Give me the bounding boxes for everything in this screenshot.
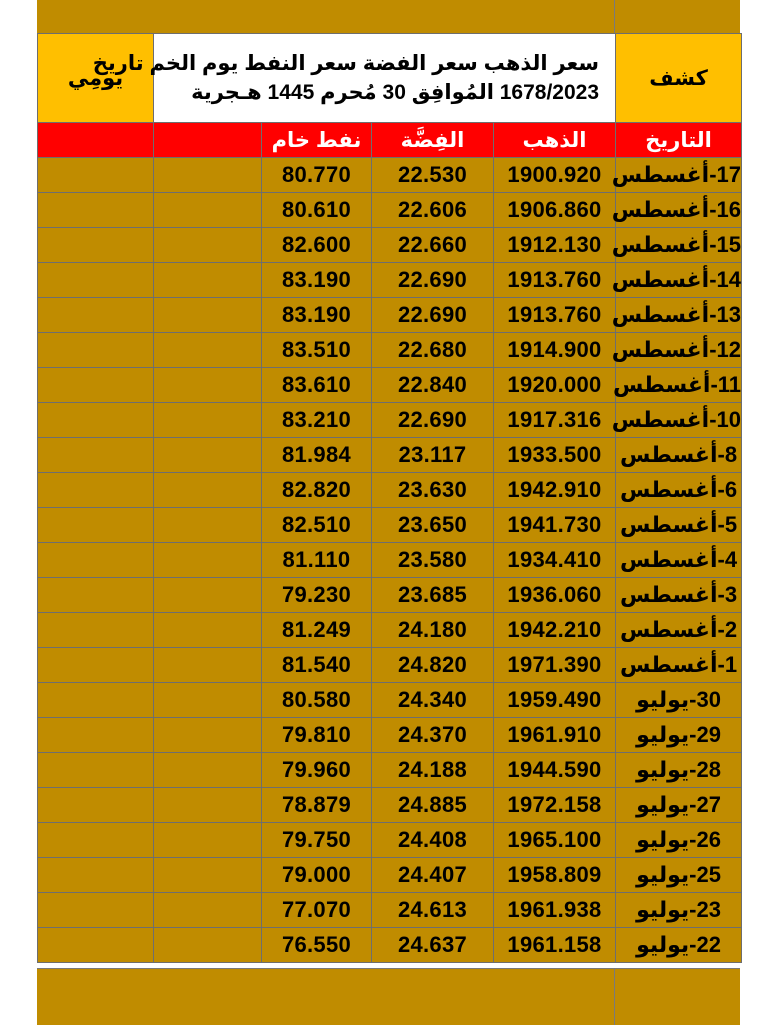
date-value: 27-يوليو xyxy=(616,788,742,823)
empty-cell xyxy=(154,753,262,788)
empty-cell xyxy=(38,683,154,718)
crude-oil-value: 79.000 xyxy=(262,858,372,893)
empty-cell xyxy=(154,858,262,893)
table-row xyxy=(38,438,742,473)
empty-cell xyxy=(38,648,154,683)
top-filler-band xyxy=(37,0,740,34)
empty-cell xyxy=(38,893,154,928)
column-header-empty xyxy=(154,123,262,158)
crude-oil-value: 81.540 xyxy=(262,648,372,683)
crude-oil-value: 76.550 xyxy=(262,928,372,963)
empty-cell xyxy=(154,613,262,648)
band-divider xyxy=(614,0,615,33)
empty-cell xyxy=(154,193,262,228)
date-value: 25-يوليو xyxy=(616,858,742,893)
crude-oil-value: 80.770 xyxy=(262,158,372,193)
silver-value: 23.650 xyxy=(372,508,494,543)
silver-value: 24.613 xyxy=(372,893,494,928)
crude-oil-value: 79.960 xyxy=(262,753,372,788)
date-value: 17-أغسطس xyxy=(616,158,742,193)
date-value: 6-أغسطس xyxy=(616,473,742,508)
silver-value: 24.885 xyxy=(372,788,494,823)
gold-value: 1914.900 xyxy=(494,333,616,368)
date-value: 30-يوليو xyxy=(616,683,742,718)
table-row xyxy=(38,578,742,613)
silver-value: 23.685 xyxy=(372,578,494,613)
date-value: 16-أغسطس xyxy=(616,193,742,228)
empty-cell xyxy=(154,368,262,403)
price-table xyxy=(37,33,742,963)
silver-value: 24.188 xyxy=(372,753,494,788)
silver-value: 24.407 xyxy=(372,858,494,893)
gold-value: 1934.410 xyxy=(494,543,616,578)
gold-value: 1972.158 xyxy=(494,788,616,823)
table-row xyxy=(38,298,742,333)
date-value: 1-أغسطس xyxy=(616,648,742,683)
gold-value: 1917.316 xyxy=(494,403,616,438)
gold-value: 1912.130 xyxy=(494,228,616,263)
table-row xyxy=(38,928,742,963)
table-row xyxy=(38,893,742,928)
silver-value: 24.637 xyxy=(372,928,494,963)
table-row xyxy=(38,823,742,858)
silver-value: 24.820 xyxy=(372,648,494,683)
gold-value: 1961.158 xyxy=(494,928,616,963)
silver-value: 22.660 xyxy=(372,228,494,263)
table-row xyxy=(38,543,742,578)
silver-value: 24.180 xyxy=(372,613,494,648)
empty-cell xyxy=(154,788,262,823)
gold-value: 1965.100 xyxy=(494,823,616,858)
empty-cell xyxy=(154,683,262,718)
empty-cell xyxy=(38,928,154,963)
date-value: 22-يوليو xyxy=(616,928,742,963)
empty-cell xyxy=(38,753,154,788)
empty-cell xyxy=(154,718,262,753)
column-header-gold: الذهب xyxy=(494,123,616,158)
column-header-crude-oil: نفط خام xyxy=(262,123,372,158)
empty-cell xyxy=(38,788,154,823)
silver-value: 24.370 xyxy=(372,718,494,753)
empty-cell xyxy=(154,438,262,473)
crude-oil-value: 83.190 xyxy=(262,298,372,333)
empty-cell xyxy=(154,158,262,193)
table-row xyxy=(38,263,742,298)
silver-value: 23.580 xyxy=(372,543,494,578)
empty-cell xyxy=(38,368,154,403)
empty-cell xyxy=(154,543,262,578)
empty-cell xyxy=(154,228,262,263)
date-value: 11-أغسطس xyxy=(616,368,742,403)
crude-oil-value: 81.249 xyxy=(262,613,372,648)
date-value: 26-يوليو xyxy=(616,823,742,858)
empty-cell xyxy=(38,823,154,858)
date-value: 3-أغسطس xyxy=(616,578,742,613)
gold-value: 1900.920 xyxy=(494,158,616,193)
table-row xyxy=(38,508,742,543)
silver-value: 22.606 xyxy=(372,193,494,228)
title-line-1: سعر الذهب سعر الفضة سعر النفط يوم الخم تاريخ xyxy=(92,52,600,75)
crude-oil-value: 80.610 xyxy=(262,193,372,228)
silver-value: 23.630 xyxy=(372,473,494,508)
gold-value: 1944.590 xyxy=(494,753,616,788)
empty-cell xyxy=(38,578,154,613)
empty-cell xyxy=(38,473,154,508)
date-value: 15-أغسطس xyxy=(616,228,742,263)
empty-cell xyxy=(38,193,154,228)
table-row xyxy=(38,648,742,683)
bottom-filler-band xyxy=(37,968,740,1025)
empty-cell xyxy=(154,298,262,333)
silver-value: 22.530 xyxy=(372,158,494,193)
empty-cell xyxy=(38,508,154,543)
empty-cell xyxy=(154,263,262,298)
empty-cell xyxy=(154,928,262,963)
silver-value: 22.840 xyxy=(372,368,494,403)
empty-cell xyxy=(38,228,154,263)
crude-oil-value: 77.070 xyxy=(262,893,372,928)
daily-label: يومِي xyxy=(38,34,154,123)
gold-value: 1942.210 xyxy=(494,613,616,648)
crude-oil-value: 82.820 xyxy=(262,473,372,508)
gold-value: 1920.000 xyxy=(494,368,616,403)
empty-cell xyxy=(154,403,262,438)
date-value: 28-يوليو xyxy=(616,753,742,788)
empty-cell xyxy=(38,543,154,578)
table-row xyxy=(38,613,742,648)
date-value: 29-يوليو xyxy=(616,718,742,753)
date-value: 8-أغسطس xyxy=(616,438,742,473)
gold-value: 1971.390 xyxy=(494,648,616,683)
silver-value: 22.690 xyxy=(372,403,494,438)
silver-value: 24.340 xyxy=(372,683,494,718)
empty-cell xyxy=(38,333,154,368)
empty-cell xyxy=(154,578,262,613)
silver-value: 23.117 xyxy=(372,438,494,473)
empty-cell xyxy=(154,893,262,928)
crude-oil-value: 83.510 xyxy=(262,333,372,368)
empty-cell xyxy=(38,158,154,193)
column-header-row xyxy=(38,123,742,158)
crude-oil-value: 79.750 xyxy=(262,823,372,858)
crude-oil-value: 78.879 xyxy=(262,788,372,823)
table-row xyxy=(38,193,742,228)
header-row xyxy=(38,34,742,123)
crude-oil-value: 79.810 xyxy=(262,718,372,753)
silver-value: 22.680 xyxy=(372,333,494,368)
crude-oil-value: 81.984 xyxy=(262,438,372,473)
empty-cell xyxy=(38,263,154,298)
gold-value: 1961.910 xyxy=(494,718,616,753)
empty-cell xyxy=(154,473,262,508)
date-value: 4-أغسطس xyxy=(616,543,742,578)
band-divider xyxy=(614,969,615,1025)
empty-cell xyxy=(38,613,154,648)
crude-oil-value: 82.600 xyxy=(262,228,372,263)
date-value: 23-يوليو xyxy=(616,893,742,928)
empty-cell xyxy=(38,858,154,893)
silver-value: 22.690 xyxy=(372,263,494,298)
crude-oil-value: 80.580 xyxy=(262,683,372,718)
gold-value: 1958.809 xyxy=(494,858,616,893)
table-row xyxy=(38,158,742,193)
gold-value: 1942.910 xyxy=(494,473,616,508)
crude-oil-value: 82.510 xyxy=(262,508,372,543)
table-row xyxy=(38,753,742,788)
table-row xyxy=(38,788,742,823)
gold-value: 1933.500 xyxy=(494,438,616,473)
gold-value: 1959.490 xyxy=(494,683,616,718)
crude-oil-value: 83.210 xyxy=(262,403,372,438)
empty-cell xyxy=(154,508,262,543)
gold-value: 1961.938 xyxy=(494,893,616,928)
table-row xyxy=(38,368,742,403)
column-header-empty xyxy=(38,123,154,158)
date-value: 10-أغسطس xyxy=(616,403,742,438)
gold-value: 1941.730 xyxy=(494,508,616,543)
gold-value: 1906.860 xyxy=(494,193,616,228)
empty-cell xyxy=(38,718,154,753)
gold-value: 1913.760 xyxy=(494,298,616,333)
crude-oil-value: 79.230 xyxy=(262,578,372,613)
date-value: 2-أغسطس xyxy=(616,613,742,648)
empty-cell xyxy=(154,648,262,683)
crude-oil-value: 81.110 xyxy=(262,543,372,578)
gold-value: 1913.760 xyxy=(494,263,616,298)
empty-cell xyxy=(38,438,154,473)
date-value: 13-أغسطس xyxy=(616,298,742,333)
table-row xyxy=(38,403,742,438)
table-row xyxy=(38,473,742,508)
gold-value: 1936.060 xyxy=(494,578,616,613)
silver-value: 22.690 xyxy=(372,298,494,333)
silver-value: 24.408 xyxy=(372,823,494,858)
table-row xyxy=(38,333,742,368)
table-row xyxy=(38,683,742,718)
empty-cell xyxy=(154,823,262,858)
empty-cell xyxy=(38,298,154,333)
empty-cell xyxy=(154,333,262,368)
crude-oil-value: 83.610 xyxy=(262,368,372,403)
empty-cell xyxy=(38,403,154,438)
table-row xyxy=(38,718,742,753)
table-row xyxy=(38,858,742,893)
crude-oil-value: 83.190 xyxy=(262,263,372,298)
date-value: 12-أغسطس xyxy=(616,333,742,368)
column-header-silver: الفِضَّة xyxy=(372,123,494,158)
title-line-2: 1678/2023 المُوافِق 30 مُحرم 1445 هـجرية xyxy=(191,81,600,104)
date-value: 14-أغسطس xyxy=(616,263,742,298)
column-header-date: التاريخ xyxy=(616,123,742,158)
table-row xyxy=(38,228,742,263)
report-label: كشف xyxy=(616,34,742,123)
date-value: 5-أغسطس xyxy=(616,508,742,543)
